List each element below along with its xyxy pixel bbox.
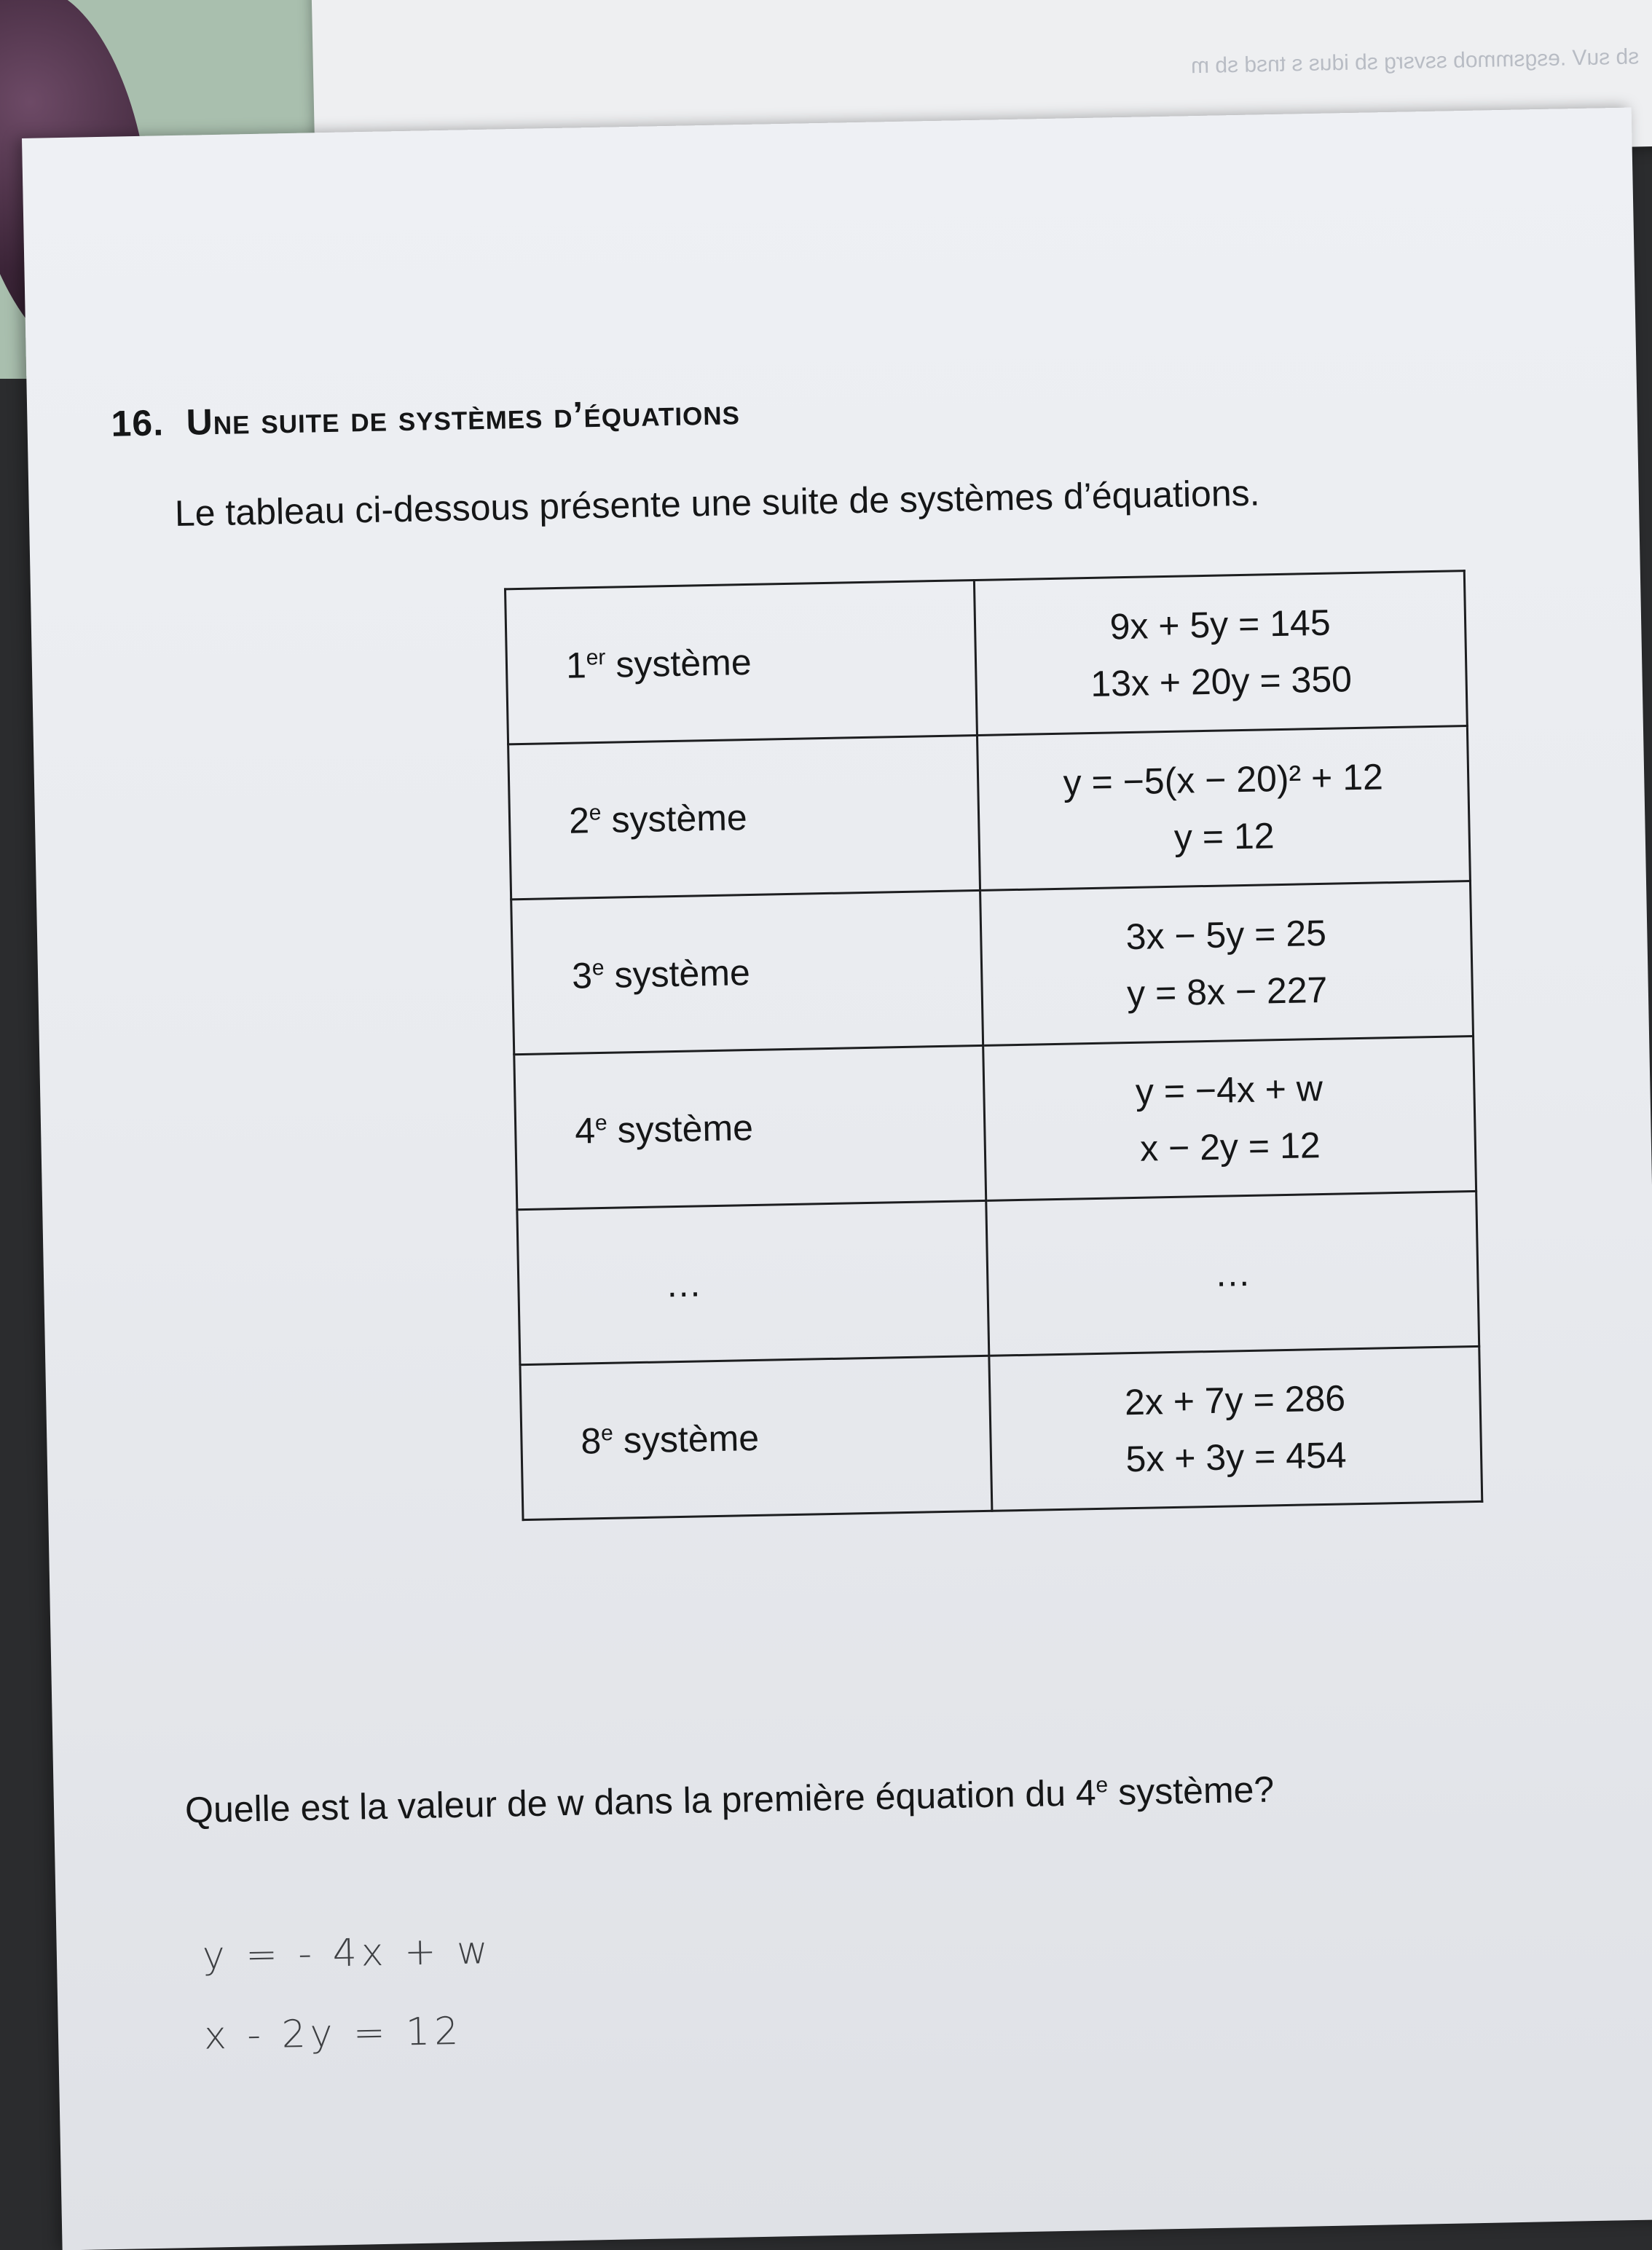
- row-label: 1er système: [506, 581, 978, 744]
- equation: 9x + 5y = 145: [1109, 602, 1332, 648]
- equation: …: [1214, 1252, 1251, 1294]
- row-label: 8e système: [520, 1356, 992, 1519]
- table-row: [514, 1036, 1476, 1209]
- equation: 13x + 20y = 350: [1090, 658, 1353, 704]
- row-label: 3e système: [511, 890, 983, 1054]
- intro-text: Le tableau ci-dessous présente une suite de systèmes d’équations.: [174, 472, 1261, 535]
- table-row: [506, 571, 1468, 744]
- table-row: [508, 726, 1471, 900]
- row-equations: [980, 881, 1474, 1046]
- equation: x − 2y = 12: [1139, 1125, 1321, 1169]
- equation: 5x + 3y = 454: [1125, 1434, 1348, 1480]
- problem-heading: [111, 390, 740, 445]
- table-row: [520, 1346, 1482, 1519]
- row-equations: [983, 1036, 1476, 1200]
- question-text: Quelle est la valeur de w dans la première équation du 4e système?: [184, 1769, 1275, 1831]
- handwritten-line: x - 2y = 12: [203, 2009, 463, 2058]
- table-row: [511, 881, 1474, 1055]
- row-label: …: [517, 1200, 989, 1364]
- worksheet-page: [22, 108, 1652, 2250]
- equation: y = −4x + w: [1135, 1067, 1323, 1112]
- row-label: 4e système: [514, 1045, 986, 1209]
- row-equations: [986, 1191, 1479, 1356]
- table-row: [517, 1191, 1479, 1364]
- problem-number: 16.: [111, 402, 165, 444]
- row-equations: [974, 571, 1467, 736]
- systems-table: [504, 570, 1483, 1521]
- row-label: 2e système: [508, 735, 980, 899]
- equation: 2x + 7y = 286: [1124, 1377, 1346, 1423]
- back-sheet-text: sb suV .esgsmmob ssvsrg sb idus s tnsd sb m: [1190, 44, 1640, 79]
- problem-title: Une suite de systèmes d’équations: [186, 391, 741, 443]
- equation: y = 12: [1173, 815, 1275, 858]
- equation: y = −5(x − 20)² + 12: [1063, 756, 1384, 803]
- row-equations: [977, 726, 1470, 891]
- equation: y = 8x − 227: [1126, 969, 1328, 1015]
- handwritten-line: y = - 4x + w: [202, 1929, 493, 1978]
- row-equations: [989, 1346, 1482, 1511]
- equation: 3x − 5y = 25: [1125, 912, 1327, 958]
